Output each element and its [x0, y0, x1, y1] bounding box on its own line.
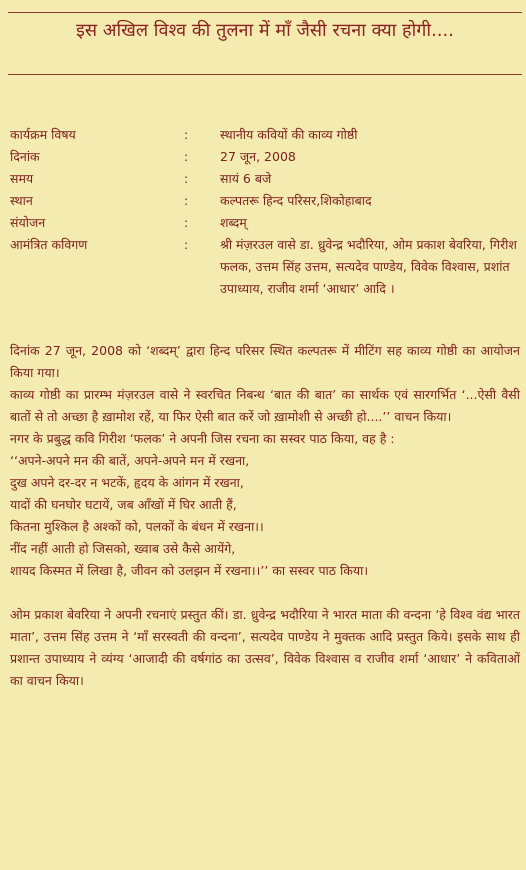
info-label: कार्यक्रम विषय [10, 127, 76, 142]
info-value: स्थानीय कवियों की काव्य गोष्ठी [220, 127, 358, 142]
info-row-date [10, 146, 520, 168]
event-info-table [10, 124, 520, 300]
title-divider [8, 74, 522, 75]
info-label: स्थान [10, 193, 33, 208]
paragraph-intro: दिनांक 27 जून, 2008 को ‘शब्दम्’ द्वारा हिन्द परिसर स्थित कल्पतरू में मीटिंग सह काव्य गोष्ठी का आयोजन किया गया। [10, 343, 520, 380]
top-divider [8, 12, 522, 13]
info-row-invited-poets [10, 234, 520, 300]
poem-line: नींद नहीं आती हो जिसको, ख्वाब उसे कैसे आयेंगे, [10, 541, 236, 556]
info-row-time [10, 168, 520, 190]
info-value: शब्दम् [220, 215, 247, 230]
info-separator: : [184, 237, 189, 252]
info-separator: : [184, 149, 189, 164]
info-label: समय [10, 171, 34, 186]
info-row-venue [10, 190, 520, 212]
info-label: दिनांक [10, 149, 40, 164]
poem-block [10, 450, 520, 582]
info-value: सायं 6 बजे [220, 171, 272, 186]
info-row-subject [10, 124, 520, 146]
poem-line: दुख अपने दर-दर न भटकें, हृदय के आंगन में रखना, [10, 475, 244, 490]
info-separator: : [184, 127, 189, 142]
info-value: श्री मंज़रउल वासे डा. ध्रुवेन्द्र भदौरिया, ओम प्रकाश बेवरिया, गिरीश फलक, उत्तम सिंह उत्तम, सत्यदेव पाण्डेय, विवेक विश्वास, प्रशांत उपाध्याय, राजीव शर्मा ‘आधार’ आदि । [220, 237, 517, 296]
page-title: इस अखिल विश्व की तुलना में माँ जैसी रचना क्या होगी.... [76, 20, 454, 41]
report-body [10, 340, 520, 692]
poem-line: कितना मुश्किल है अश्कों को, पलकों के बंधन में रखना।। [10, 519, 264, 534]
info-row-organizer [10, 212, 520, 234]
paragraph-opening: काव्य गोष्ठी का प्रारम्भ मंज़रउल वासे ने स्वरचित निबन्ध ‘बात की बात’ का सार्थक एवं सारगर्भित ‘...ऐसी वैसी बातों से तो अच्छा है ख़ामोश रहें, या फिर ऐसी बात करें जो ख़ामोशी से अच्छी हो....’’ वाचन किया। [10, 387, 520, 424]
info-value: 27 जून, 2008 [220, 149, 296, 164]
paragraph-poet-intro: नगर के प्रबुद्ध कवि गिरीश ‘फलक’ ने अपनी जिस रचना का सस्वर पाठ किया, वह है : [10, 431, 395, 446]
poem-line: यादों की घनघोर घटायें, जब आँखों में घिर आती हैं, [10, 497, 237, 512]
poem-line: शायद किस्मत में लिखा है, जीवन को उलझन में रखना।।’’ का सस्वर पाठ किया। [10, 563, 369, 578]
info-value: कल्पतरू हिन्द परिसर,शिकोहाबाद [220, 193, 372, 208]
info-separator: : [184, 193, 189, 208]
paragraph-closing: ओम प्रकाश बेवरिया ने अपनी रचनाएं प्रस्तुत कीं। डा. ध्रुवेन्द्र भदौरिया ने भारत माता की वन्दना ‘हे विश्व वंद्य भारत माता’, उत्तम सिंह उत्तम ने ‘माँ सरस्वती की वन्दना’, सत्यदेव पाण्डेय ने मुक्तक आदि प्रस्तुत किये। इसके साथ ही प्रशान्त उपाध्याय ने व्यंग्य ‘आजादी की वर्षगांठ का उत्सव’, विवेक विश्वास व राजीव शर्मा ‘आधार’ ने कविताओं का वाचन किया। [10, 607, 520, 688]
poem-line: ‘‘अपने-अपने मन की बातें, अपने-अपने मन में रखना, [10, 453, 250, 468]
info-separator: : [184, 171, 189, 186]
info-separator: : [184, 215, 189, 230]
info-label: संयोजन [10, 215, 46, 230]
info-label: आमंत्रित कविगण [10, 237, 88, 252]
